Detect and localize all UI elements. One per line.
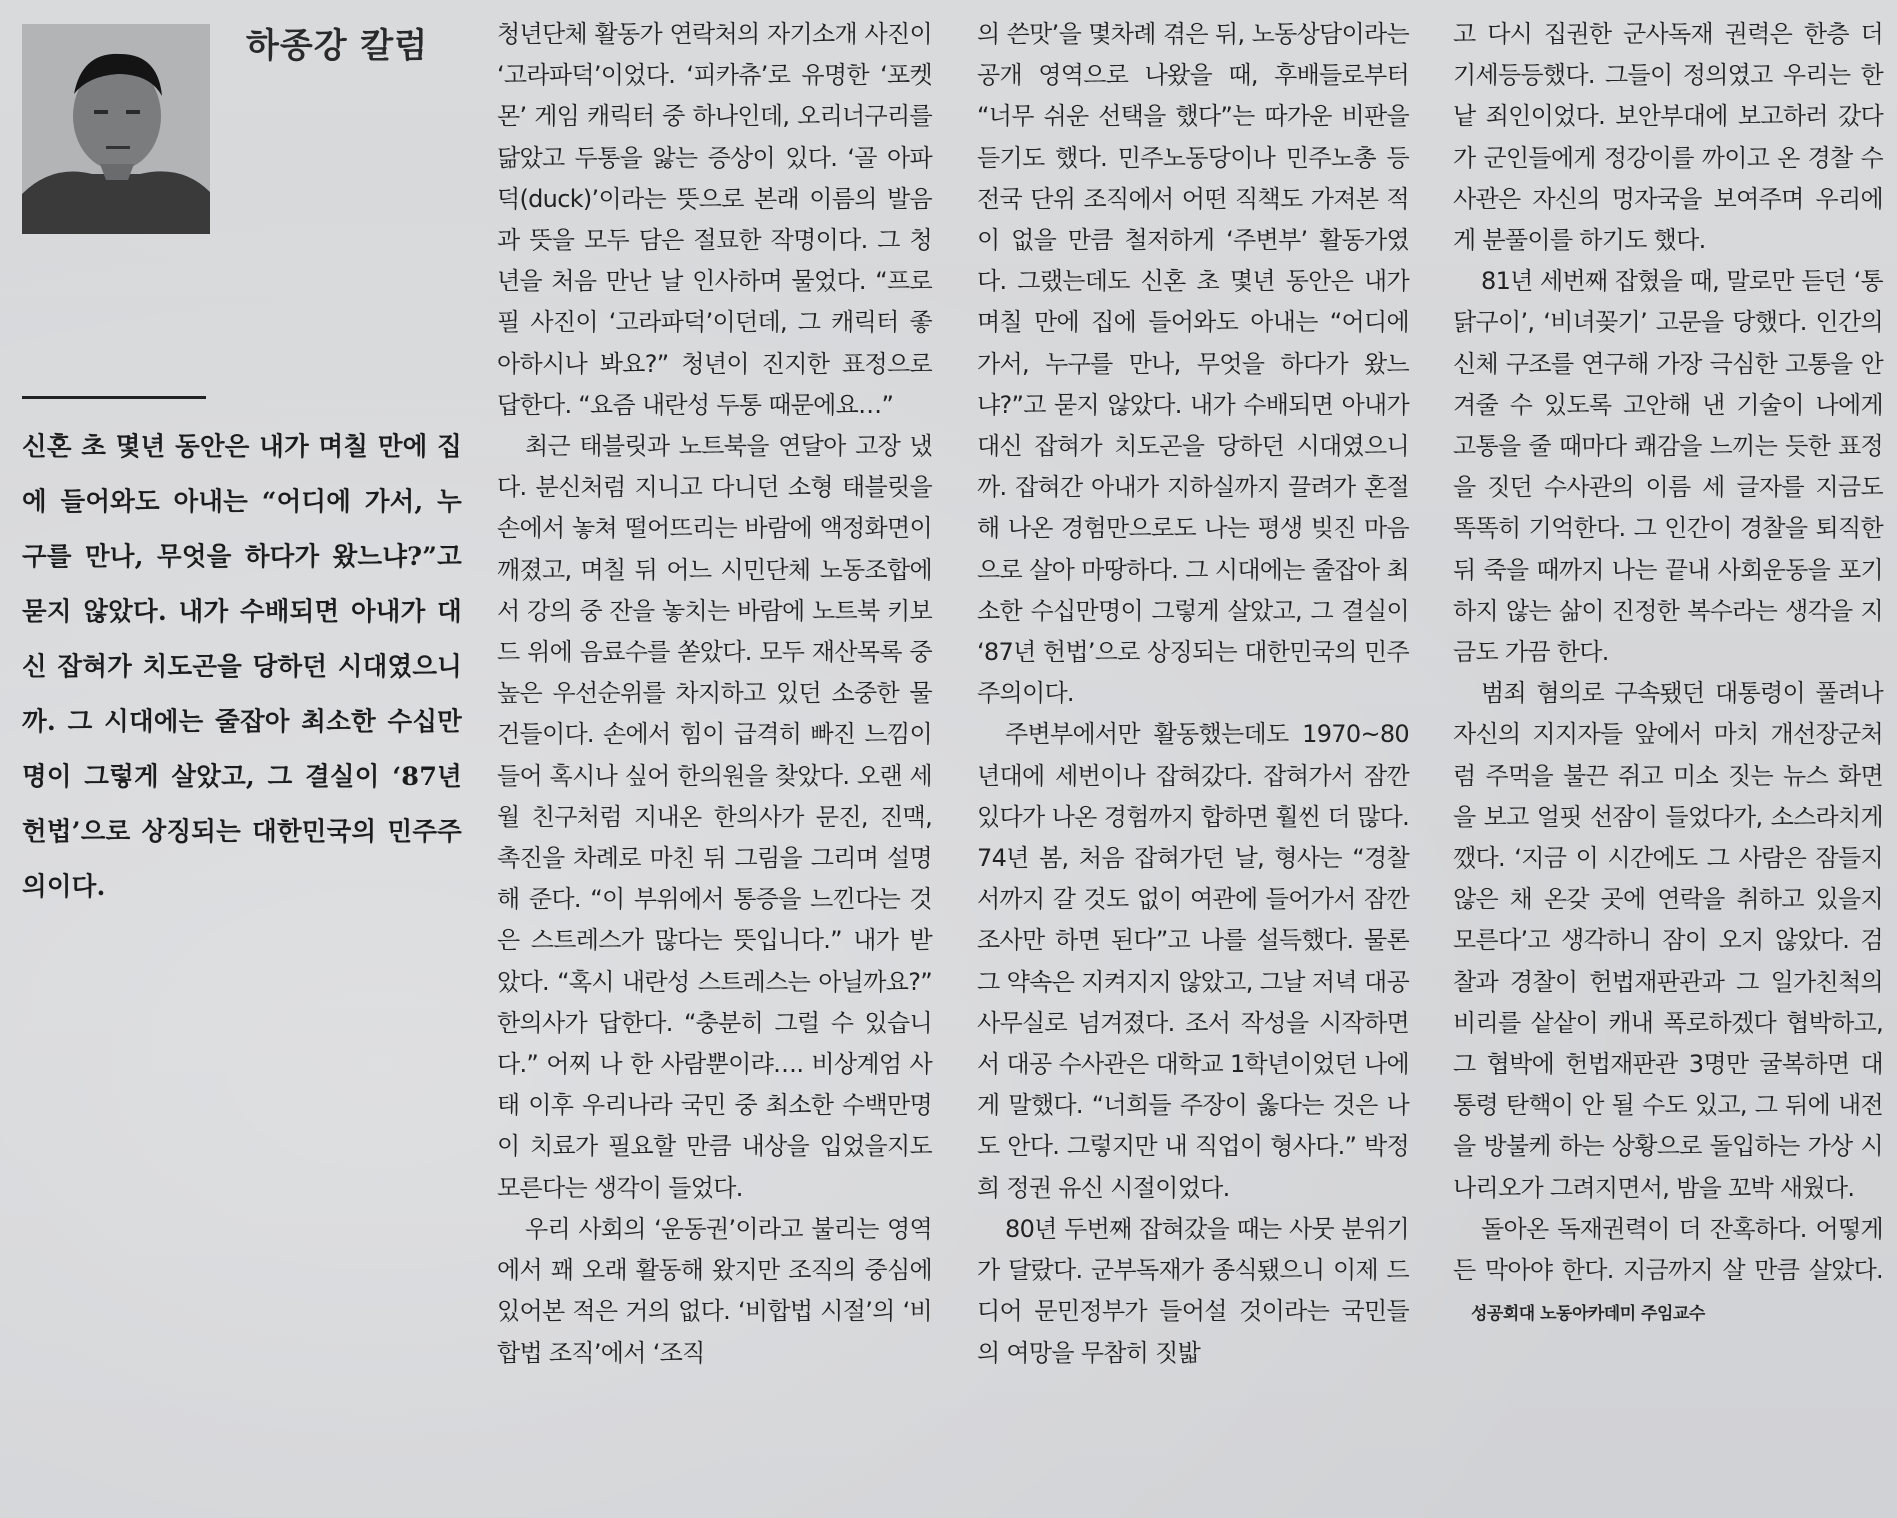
paragraph: 80년 두번째 잡혀갔을 때는 사뭇 분위기가 달랐다. 군부독재가 종식됐으니 이제 드디어 문민정부가 들어설 것이라는 국민들의 여망을 무참히 짓밟 [977, 1214, 1409, 1367]
paragraph: 청년단체 활동가 연락처의 자기소개 사진이 ‘고라파덕’이었다. ‘피카츄’로 유명한 ‘포켓몬’ 게임 캐릭터 중 하나인데, 오리너구리를 닮았고 두통을 앓는 증상이 있다. ‘골 아파 덕(duck)’이라는 뜻으로 본래 이름의 발음과 뜻을 모두 담은 절묘한 작명이다. 그 청년을 처음 만난 날 인사하며 물었다. “프로필 사진이 ‘고라파덕’이던데, 그 캐릭터 좋아하시나 봐요?” 청년이 진지한 표정으로 답한다. “요즘 내란성 두통 때문에요…” [497, 20, 932, 419]
article-column-1 [497, 14, 932, 1504]
paragraph-final [1453, 1209, 1883, 1336]
divider-rule [22, 396, 206, 399]
paragraph: 최근 태블릿과 노트북을 연달아 고장 냈다. 분신처럼 지니고 다니던 소형 태블릿을 손에서 놓쳐 떨어뜨리는 바람에 액정화면이 깨졌고, 며칠 뒤 어느 시민단체 노동조합에서 강의 중 잔을 놓치는 바람에 노트북 키보드 위에 음료수를 쏟았다. 모두 재산목록 중 높은 우선순위를 차지하고 있던 소중한 물건들이다. 손에서 힘이 급격히 빠진 느낌이 들어 혹시나 싶어 한의원을 찾았다. 오랜 세월 친구처럼 지내온 한의사가 문진, 진맥, 촉진을 차례로 마친 뒤 그림을 그리며 설명해 준다. “이 부위에서 통증을 느낀다는 것은 스트레스가 많다는 뜻입니다.” 내가 받았다. “혹시 내란성 스트레스는 아닐까요?” 한의사가 답한다. “충분히 그럴 수 있습니다.” 어찌 나 한 사람뿐이랴…. 비상계엄 사태 이후 우리나라 국민 중 최소한 수백만명이 치료가 필요할 만큼 내상을 입었을지도 모른다는 생각이 들었다. [497, 432, 932, 1202]
article-column-3 [1453, 14, 1883, 1504]
paragraph: 의 쓴맛’을 몇차례 겪은 뒤, 노동상담이라는 공개 영역으로 나왔을 때, 후배들로부터 “너무 쉬운 선택을 했다”는 따가운 비판을 듣기도 했다. 민주노동당이나 민주노총 등 전국 단위 조직에서 어떤 직책도 가져본 적이 없을 만큼 철저하게 ‘주변부’ 활동가였다. 그랬는데도 신혼 초 몇년 동안은 내가 며칠 만에 집에 들어와도 아내는 “어디에 가서, 누구를 만나, 무엇을 하다가 왔느냐?”고 묻지 않았다. 내가 수배되면 아내가 대신 잡혀가 치도곤을 당하던 시대였으니까. 잡혀간 아내가 지하실까지 끌려가 혼절해 나온 경험만으로도 나는 평생 빚진 마음으로 살아 마땅하다. 그 시대에는 줄잡아 최소한 수십만명이 그렇게 살았고, 그 결실이 ‘87년 헌법’으로 상징되는 대한민국의 민주주의이다. [977, 20, 1409, 708]
author-photo [22, 24, 210, 234]
paragraph: 고 다시 집권한 군사독재 권력은 한층 더 기세등등했다. 그들이 정의였고 우리는 한낱 죄인이었다. 보안부대에 보고하러 갔다가 군인들에게 정강이를 까이고 온 경찰 수사관은 자신의 멍자국을 보여주며 우리에게 분풀이를 하기도 했다. [1453, 20, 1883, 255]
author-portrait-icon [22, 24, 210, 234]
column-title: 하종강 칼럼 [246, 26, 429, 66]
author-byline: 성공회대 노동아카데미 주임교수 [1471, 1304, 1705, 1325]
paragraph: 81년 세번째 잡혔을 때, 말로만 듣던 ‘통닭구이’, ‘비녀꽂기’ 고문을 당했다. 인간의 신체 구조를 연구해 가장 극심한 고통을 안겨줄 수 있도록 고안해 낸 기술이 나에게 고통을 줄 때마다 쾌감을 느끼는 듯한 표정을 짓던 수사관의 이름 세 글자를 지금도 똑똑히 기억한다. 그 인간이 경찰을 퇴직한 뒤 죽을 때까지 나는 끝내 사회운동을 포기하지 않는 삶이 진정한 복수라는 생각을 지금도 가끔 한다. [1453, 267, 1883, 667]
article-column-2 [977, 14, 1409, 1504]
final-sentence: 돌아온 독재권력이 더 잔혹하다. 어떻게든 막아야 한다. 지금까지 살 만큼 살았다. [1453, 1214, 1883, 1285]
paragraph: 우리 사회의 ‘운동권’이라고 불리는 영역에서 꽤 오래 활동해 왔지만 조직의 중심에 있어본 적은 거의 없다. ‘비합법 시절’의 ‘비합법 조직’에서 ‘조직 [497, 1214, 932, 1367]
paragraph: 주변부에서만 활동했는데도 1970~80년대에 세번이나 잡혀갔다. 잡혀가서 잠깐 있다가 나온 경험까지 합하면 훨씬 더 많다. 74년 봄, 처음 잡혀가던 날, 형사는 “경찰서까지 갈 것도 없이 여관에 들어가서 잠깐 조사만 하면 된다”고 나를 설득했다. 물론 그 약속은 지켜지지 않았고, 그날 저녁 대공사무실로 넘겨졌다. 조서 작성을 시작하면서 대공 수사관은 대학교 1학년이었던 나에게 말했다. “너희들 주장이 옳다는 것은 나도 안다. 그렇지만 내 직업이 형사다.” 박정희 정권 유신 시절이었다. [977, 720, 1409, 1202]
pull-quote: 신혼 초 몇년 동안은 내가 며칠 만에 집에 들어와도 아내는 “어디에 가서, 누구를 만나, 무엇을 하다가 왔느냐?”고 묻지 않았다. 내가 수배되면 아내가 대신 잡혀가 치도곤을 당하던 시대였으니까. 그 시대에는 줄잡아 최소한 수십만명이 그렇게 살았고, 그 결실이 ‘87년 헌법’으로 상징되는 대한민국의 민주주의이다. [22, 432, 462, 902]
paragraph: 범죄 혐의로 구속됐던 대통령이 풀려나 자신의 지지자들 앞에서 마치 개선장군처럼 주먹을 불끈 쥐고 미소 짓는 뉴스 화면을 보고 얼핏 선잠이 들었다가, 소스라치게 깼다. ‘지금 이 시간에도 그 사람은 잠들지 않은 채 온갖 곳에 연락을 취하고 있을지 모른다’고 생각하니 잠이 오지 않았다. 검찰과 경찰이 헌법재판관과 그 일가친척의 비리를 샅샅이 캐내 폭로하겠다 협박하고, 그 협박에 헌법재판관 3명만 굴복하면 대통령 탄핵이 안 될 수도 있고, 그 뒤에 내전을 방불케 하는 상황으로 돌입하는 가상 시나리오가 그려지면서, 밤을 꼬박 새웠다. [1453, 679, 1883, 1202]
